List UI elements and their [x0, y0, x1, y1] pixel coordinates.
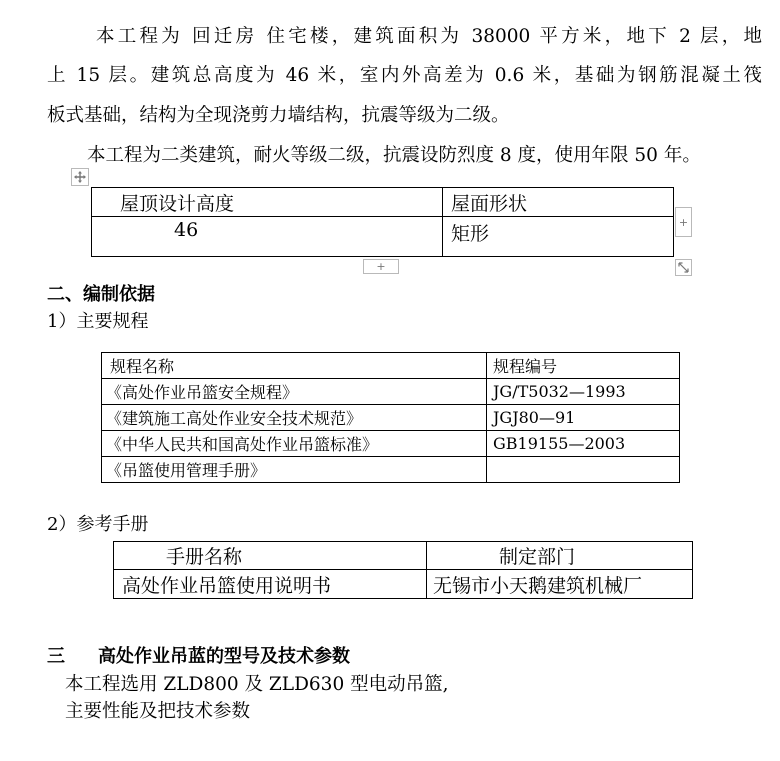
table-header-cell: 屋面形状	[443, 188, 674, 217]
table-header-cell: 手册名称	[114, 542, 427, 570]
move-icon[interactable]	[71, 168, 89, 186]
table-row	[102, 405, 680, 431]
table-cell: 《吊篮使用管理手册》	[102, 457, 487, 483]
intro-line-1: 本工程为 回迁房 住宅楼，建筑面积为 38000 平方米，地下 2 层，地	[96, 26, 762, 47]
table-cell	[487, 457, 680, 483]
table-header-cell: 制定部门	[427, 542, 693, 570]
resize-arrows-icon	[678, 262, 689, 273]
intro-line-3: 板式基础，结构为全现浇剪力墙结构，抗震等级为二级。	[47, 105, 510, 126]
table-cell: 矩形	[443, 217, 674, 257]
table-cell: 《中华人民共和国高处作业吊篮标准》	[102, 431, 487, 457]
add-column-button[interactable]	[675, 207, 692, 237]
table-cell: JGJ80—91	[487, 405, 680, 431]
table-cell: 高处作业吊篮使用说明书	[114, 570, 427, 599]
regulations-table	[101, 352, 680, 483]
table-row	[102, 457, 680, 483]
table-header-cell: 规程编号	[487, 353, 680, 379]
plus-icon: +	[376, 260, 386, 273]
table-cell: 《建筑施工高处作业安全技术规范》	[102, 405, 487, 431]
table-cell: GB19155—2003	[487, 431, 680, 457]
subheading-manuals: 2）参考手册	[47, 514, 149, 535]
table-cell: 46	[92, 217, 443, 257]
section3-line-1: 本工程选用 ZLD800 及 ZLD630 型电动吊篮,	[65, 674, 449, 695]
subheading-regulations: 1）主要规程	[47, 311, 149, 332]
table-row	[114, 570, 693, 599]
resize-icon[interactable]	[675, 259, 692, 276]
table-cell: 无锡市小天鹅建筑机械厂	[427, 570, 693, 599]
table-row	[102, 379, 680, 405]
table-row	[102, 353, 680, 379]
table-row	[102, 431, 680, 457]
table-row	[114, 542, 693, 570]
move-arrows-icon	[74, 171, 86, 183]
intro-line-2: 上 15 层。建筑总高度为 46 米，室内外高差为 0.6 米，基础为钢筋混凝土筏	[47, 65, 762, 86]
roof-table	[91, 187, 674, 257]
add-row-button[interactable]	[363, 259, 399, 274]
intro-line-4: 本工程为二类建筑，耐火等级二级，抗震设防烈度 8 度，使用年限 50 年。	[87, 145, 701, 166]
section-heading-2: 二、编制依据	[47, 284, 155, 305]
plus-icon: +	[678, 215, 689, 229]
section3-line-2: 主要性能及把技术参数	[65, 701, 251, 722]
table-cell: JG/T5032—1993	[487, 379, 680, 405]
table-cell: 《高处作业吊篮安全规程》	[102, 379, 487, 405]
table-header-cell: 屋顶设计高度	[92, 188, 443, 217]
section-number-3: 三	[47, 646, 65, 667]
table-row	[92, 188, 674, 217]
section-heading-3: 高处作业吊蓝的型号及技术参数	[98, 646, 350, 667]
manuals-table	[113, 541, 693, 599]
table-row	[92, 217, 674, 257]
table-header-cell: 规程名称	[102, 353, 487, 379]
